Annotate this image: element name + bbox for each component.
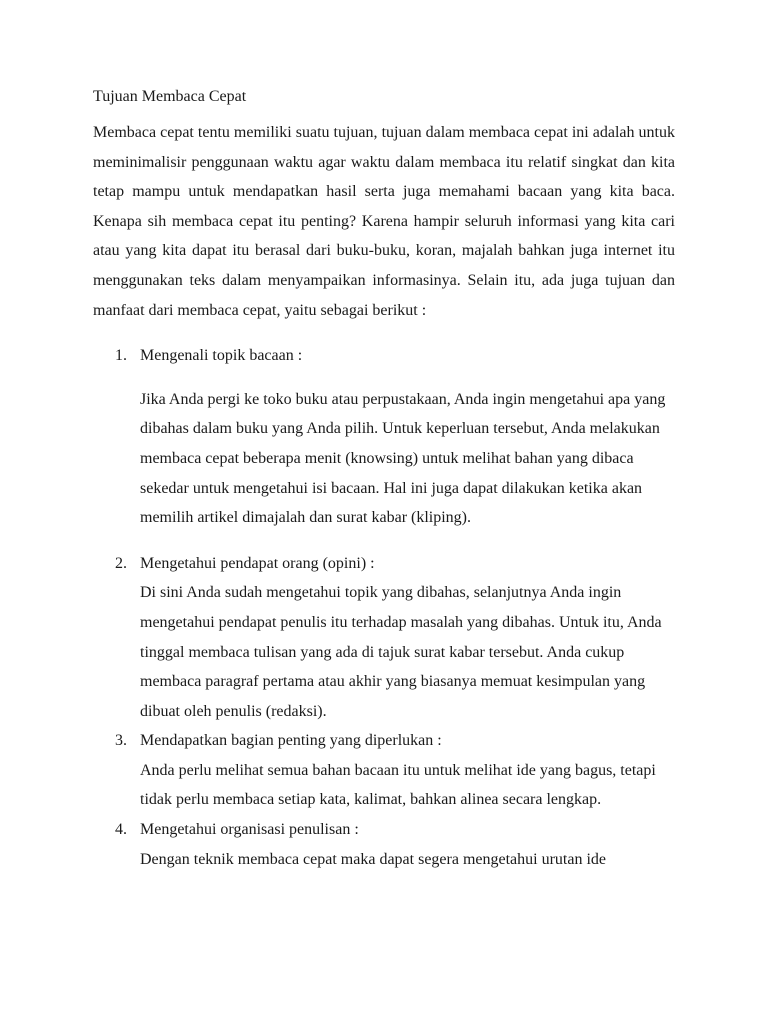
list-item-label: Mengenali topik bacaan : [140,347,303,365]
list-item-body: Jika Anda pergi ke toko buku atau perpustakaan, Anda ingin mengetahui apa yang dibahas dalam buku yang Anda pilih. Untuk keperluan tersebut, Anda melakukan membaca cepat beberapa menit (knowsing) untuk melihat bahan yang dibaca sekedar untuk mengetahui isi bacaan. Hal ini juga dapat dilakukan ketika akan memilih artikel dimajalah dan surat kabar (kliping). [140,390,666,527]
list-item-body: Anda perlu melihat semua bahan bacaan itu untuk melihat ide yang bagus, tetapi tidak perlu membaca setiap kata, kalimat, bahkan alinea secara lengkap. [140,761,656,809]
list-item-body: Dengan teknik membaca cepat maka dapat segera mengetahui urutan ide [140,850,607,868]
list-item-heading [93,815,675,845]
list-item-body: Di sini Anda sudah mengetahui topik yang dibahas, selanjutnya Anda ingin mengetahui pendapat penulis itu terhadap masalah yang dibahas. Untuk itu, Anda tinggal membaca tulisan yang ada di tajuk surat kabar tersebut. Anda cukup membaca paragraf pertama atau akhir yang biasanya memuat kesimpulan yang dibuat oleh penulis (redaksi). [140,584,662,720]
list-item [93,815,675,874]
document-title: Tujuan Membaca Cepat [93,88,247,105]
list-item [93,726,675,815]
list-item-label: Mendapatkan bagian penting yang diperlukan : [140,732,442,750]
intro-paragraph: Membaca cepat tentu memiliki suatu tujuan, tujuan dalam membaca cepat ini adalah untuk meminimalisir penggunaan waktu agar waktu dalam membaca itu relatif singkat dan kita tetap mampu untuk mendapatkan hasil serta juga memahami bacaan yang kita baca. Kenapa sih membaca cepat itu penting? Karena hampir seluruh informasi yang kita cari atau yang kita dapat itu berasal dari buku-buku, koran, majalah bahkan juga internet itu menggunakan teks dalam menyampaikan informasinya. Selain itu, ada juga tujuan dan manfaat dari membaca cepat, yaitu sebagai berikut : [93,124,675,319]
purpose-list [93,341,675,874]
list-item [93,341,675,533]
list-item-number: 2. [115,554,127,572]
list-item-heading [93,726,675,756]
list-item-label: Mengetahui organisasi penulisan : [140,821,359,839]
list-item-label: Mengetahui pendapat orang (opini) : [140,554,375,572]
document-page [93,86,675,874]
list-item-number: 1. [115,347,127,365]
list-item-heading [93,549,675,579]
list-item [93,549,675,727]
list-item-number: 3. [115,732,127,750]
list-item-heading [93,341,675,371]
list-item-number: 4. [115,821,127,839]
